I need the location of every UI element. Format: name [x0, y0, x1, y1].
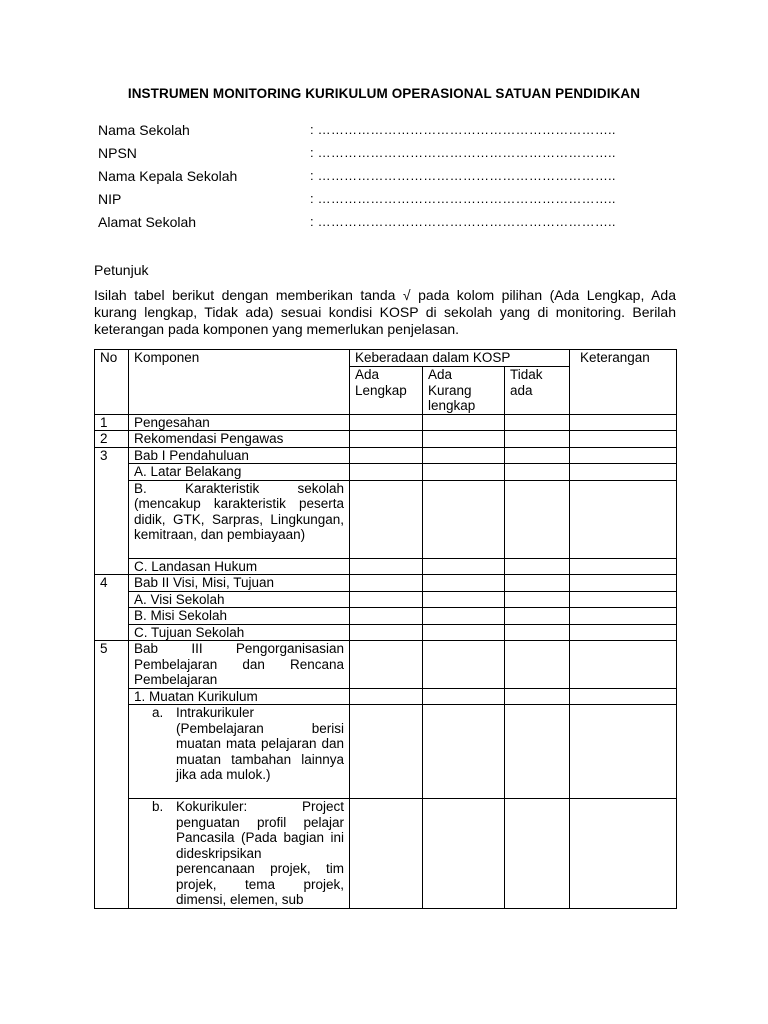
monitoring-table: [94, 349, 677, 909]
check-tidak-ada-cell[interactable]: [505, 591, 570, 608]
header-ada-lengkap: Ada Lengkap: [350, 367, 423, 415]
row-komponen: B. Misi Sekolah: [129, 608, 350, 625]
identity-value: : …………………………………………………………..: [310, 122, 616, 137]
row-number: 3: [95, 447, 129, 575]
table-row: [95, 480, 677, 558]
keterangan-cell[interactable]: [570, 608, 677, 625]
keterangan-cell[interactable]: [570, 447, 677, 464]
row-komponen: B. Karakteristik sekolah (mencakup karakteristik peserta didik, GTK, Sarpras, Lingkungan, kemitraan, dan pembiayaan): [129, 480, 350, 558]
identity-label: NPSN: [98, 145, 137, 161]
check-ada-lengkap-cell[interactable]: [350, 799, 423, 909]
keterangan-cell[interactable]: [570, 414, 677, 431]
check-ada-kurang-cell[interactable]: [423, 447, 505, 464]
check-ada-lengkap-cell[interactable]: [350, 447, 423, 464]
check-ada-lengkap-cell[interactable]: [350, 431, 423, 448]
check-ada-kurang-cell[interactable]: [423, 414, 505, 431]
check-ada-lengkap-cell[interactable]: [350, 575, 423, 592]
check-ada-kurang-cell[interactable]: [423, 705, 505, 799]
table-row: [95, 705, 677, 799]
check-ada-lengkap-cell[interactable]: [350, 641, 423, 689]
school-identity-section: [98, 120, 658, 235]
row-number: 2: [95, 431, 129, 448]
check-ada-lengkap-cell[interactable]: [350, 705, 423, 799]
check-tidak-ada-cell[interactable]: [505, 575, 570, 592]
row-komponen: Bab III Pengorganisasian Pembelajaran dan Rencana Pembelajaran: [129, 641, 350, 689]
check-ada-kurang-cell[interactable]: [423, 799, 505, 909]
keterangan-cell[interactable]: [570, 705, 677, 799]
row-number: 1: [95, 414, 129, 431]
instructions-text: Isilah tabel berikut dengan memberikan tanda √ pada kolom pilihan (Ada Lengkap, Ada kurang lengkap, Tidak ada) sesuai kondisi KOSP di sekolah yang di monitoring. Berilah keterangan pada komponen yang memerlukan penjelasan.: [94, 287, 676, 337]
check-tidak-ada-cell[interactable]: [505, 608, 570, 625]
check-tidak-ada-cell[interactable]: [505, 431, 570, 448]
sub-item-text: Kokurikuler: Project penguatan profil pelajar Pancasila (Pada bagian ini dideskripsikan perencanaan projek, tim projek, tema projek, dimensi, elemen, sub: [176, 799, 344, 907]
check-ada-kurang-cell[interactable]: [423, 558, 505, 575]
row-number: 5: [95, 641, 129, 909]
check-tidak-ada-cell[interactable]: [505, 624, 570, 641]
header-no: No: [95, 350, 129, 415]
row-komponen: C. Tujuan Sekolah: [129, 624, 350, 641]
row-komponen: C. Landasan Hukum: [129, 558, 350, 575]
check-ada-kurang-cell[interactable]: [423, 688, 505, 705]
identity-row-nama-sekolah: [98, 120, 658, 143]
row-komponen: 1. Muatan Kurikulum: [129, 688, 350, 705]
check-ada-lengkap-cell[interactable]: [350, 558, 423, 575]
check-ada-kurang-cell[interactable]: [423, 575, 505, 592]
check-ada-lengkap-cell[interactable]: [350, 688, 423, 705]
row-komponen: A. Visi Sekolah: [129, 591, 350, 608]
identity-row-alamat-sekolah: [98, 212, 658, 235]
check-tidak-ada-cell[interactable]: [505, 414, 570, 431]
row-komponen: Pengesahan: [129, 414, 350, 431]
check-ada-kurang-cell[interactable]: [423, 431, 505, 448]
table-row: [95, 608, 677, 625]
check-tidak-ada-cell[interactable]: [505, 464, 570, 481]
sub-item-text: Intrakurikuler (Pembelajaran berisi muatan mata pelajaran dan muatan tambahan lainnya jika ada mulok.): [176, 705, 344, 782]
identity-row-nip: [98, 189, 658, 212]
row-komponen: Bab I Pendahuluan: [129, 447, 350, 464]
row-komponen: Rekomendasi Pengawas: [129, 431, 350, 448]
header-komponen: Komponen: [129, 350, 350, 415]
identity-label: NIP: [98, 191, 122, 207]
check-ada-kurang-cell[interactable]: [423, 641, 505, 689]
keterangan-cell[interactable]: [570, 624, 677, 641]
identity-value: : …………………………………………………………..: [310, 168, 616, 183]
keterangan-cell[interactable]: [570, 591, 677, 608]
identity-value: : …………………………………………………………..: [310, 191, 616, 206]
table-row: [95, 591, 677, 608]
keterangan-cell[interactable]: [570, 641, 677, 689]
check-ada-lengkap-cell[interactable]: [350, 591, 423, 608]
check-tidak-ada-cell[interactable]: [505, 641, 570, 689]
identity-label: Alamat Sekolah: [98, 214, 197, 230]
document-title: INSTRUMEN MONITORING KURIKULUM OPERASIONAL SATUAN PENDIDIKAN: [127, 86, 641, 101]
check-ada-lengkap-cell[interactable]: [350, 624, 423, 641]
header-keberadaan: Keberadaan dalam KOSP: [350, 350, 570, 367]
sub-item-marker: a.: [152, 705, 164, 720]
table-row: [95, 575, 677, 592]
check-ada-lengkap-cell[interactable]: [350, 608, 423, 625]
check-ada-lengkap-cell[interactable]: [350, 464, 423, 481]
identity-row-npsn: [98, 143, 658, 166]
table-row: [95, 414, 677, 431]
check-ada-kurang-cell[interactable]: [423, 591, 505, 608]
keterangan-cell[interactable]: [570, 799, 677, 909]
table-row: [95, 431, 677, 448]
check-ada-lengkap-cell[interactable]: [350, 414, 423, 431]
keterangan-cell[interactable]: [570, 464, 677, 481]
header-keterangan: Keterangan: [570, 350, 677, 415]
check-ada-kurang-cell[interactable]: [423, 480, 505, 558]
sub-item: [134, 799, 344, 908]
row-komponen: Bab II Visi, Misi, Tujuan: [129, 575, 350, 592]
instructions-heading: Petunjuk: [94, 262, 149, 278]
header-tidak-ada: Tidak ada: [505, 367, 570, 415]
sub-item: [134, 705, 344, 783]
keterangan-cell[interactable]: [570, 575, 677, 592]
identity-value: : …………………………………………………………..: [310, 214, 616, 229]
check-ada-kurang-cell[interactable]: [423, 464, 505, 481]
keterangan-cell[interactable]: [570, 558, 677, 575]
table-row: [95, 447, 677, 464]
keterangan-cell[interactable]: [570, 431, 677, 448]
check-ada-kurang-cell[interactable]: [423, 608, 505, 625]
table-row: [95, 799, 677, 909]
check-tidak-ada-cell[interactable]: [505, 480, 570, 558]
header-ada-kurang-lengkap: Ada Kurang lengkap: [423, 367, 505, 415]
check-tidak-ada-cell[interactable]: [505, 799, 570, 909]
keterangan-cell[interactable]: [570, 480, 677, 558]
check-ada-kurang-cell[interactable]: [423, 624, 505, 641]
table-row: [95, 641, 677, 689]
table-header-row: [95, 350, 677, 367]
row-komponen: [129, 799, 350, 909]
table-row: [95, 624, 677, 641]
check-tidak-ada-cell[interactable]: [505, 447, 570, 464]
table-row: [95, 688, 677, 705]
identity-label: Nama Kepala Sekolah: [98, 168, 238, 184]
check-ada-lengkap-cell[interactable]: [350, 480, 423, 558]
row-komponen: A. Latar Belakang: [129, 464, 350, 481]
check-tidak-ada-cell[interactable]: [505, 705, 570, 799]
identity-value: : …………………………………………………………..: [310, 145, 616, 160]
check-tidak-ada-cell[interactable]: [505, 558, 570, 575]
table-row: [95, 464, 677, 481]
sub-item-marker: b.: [152, 799, 164, 814]
row-number: 4: [95, 575, 129, 641]
identity-label: Nama Sekolah: [98, 122, 190, 138]
check-tidak-ada-cell[interactable]: [505, 688, 570, 705]
row-komponen: [129, 705, 350, 799]
table-row: [95, 558, 677, 575]
keterangan-cell[interactable]: [570, 688, 677, 705]
identity-row-nama-kepala-sekolah: [98, 166, 658, 189]
